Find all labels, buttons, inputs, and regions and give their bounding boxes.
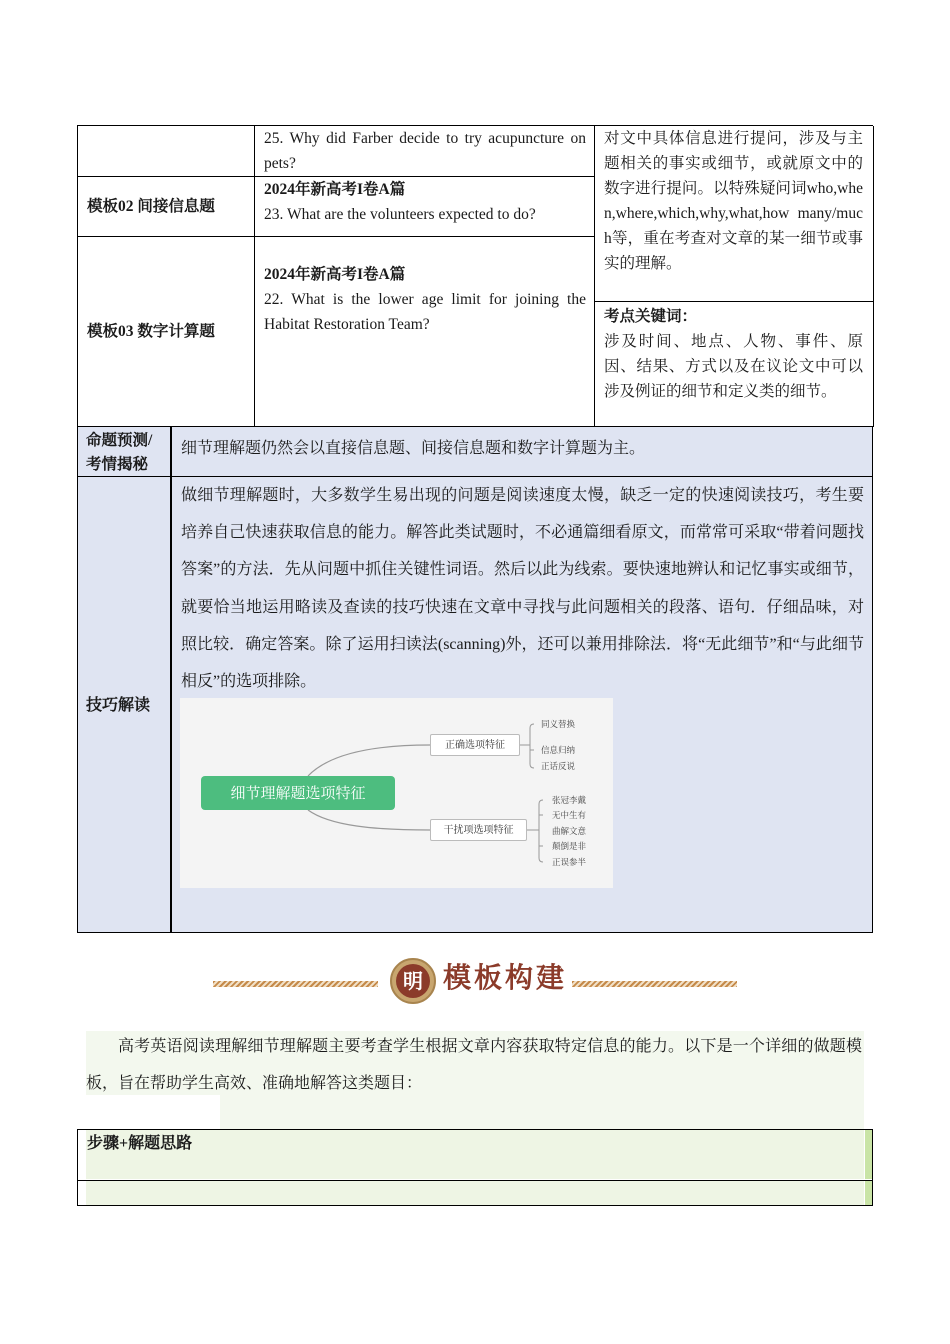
template02-source: 2024年新高考I卷A篇 [264,181,406,198]
mindmap-correct-leaf-1: 同义替换 [541,720,576,730]
mindmap-distractor-leaf-4: 颠倒是非 [552,842,587,852]
forecast-label-line1: 命题预测/ [86,432,153,449]
template02-example-cell [255,177,595,237]
question-description: 对文中具体信息进行提问，涉及与主题相关的事实或细节，或就原文中的数字进行提问。以特殊疑问词who,when,where,which,why,what,how many/much等，重在考查对文章的某一细节或事实的理解。 [604,130,863,272]
forecast-text-cell [172,427,872,477]
steps-body-edge [865,1181,872,1205]
template03-question: 22. What is the lower age limit for joining the Habitat Restoration Team? [264,291,586,333]
skills-label-cell [78,477,172,932]
mindmap-correct-leaf-3: 正话反说 [541,762,576,772]
template03-label: 模板03 数字计算题 [87,323,215,340]
forecast-text: 细节理解题仍然会以直接信息题、间接信息题和数字计算题为主。 [181,440,646,457]
banner-stripe-right [572,981,737,987]
skills-label: 技巧解读 [86,697,151,714]
template02-label-cell [78,177,255,237]
steps-header-fill [86,1130,864,1179]
row1-example-cell [255,126,595,177]
keywords-body: 涉及时间、地点、人物、事件、原因、结果、方式以及在议论文中可以涉及例证的细节和定义类的细节。 [604,333,863,400]
template03-example-cell [255,237,595,427]
forecast-label-line2: 考情揭秘 [86,456,149,473]
skills-text: 做细节理解题时，大多数学生易出现的问题是阅读速度太慢，缺乏一定的快速阅读技巧，考生要培养自己快速获取信息的能力。解答此类试题时，不必通篇细看原文，而常常可采取“带着问题找答案”的方法．先从问题中抓住关键性词语。然后以此为线索。要快速地辨认和记忆事实或细节，就要恰当地运用略读及查读的技巧快速在文章中寻找与此问题相关的段落、语句．仔细品味，对照比较．确定答案。除了运用扫读法(scanning)外，还可以兼用排除法．将“无此细节”和“与此细节相反”的选项排除。 [181,487,864,691]
mindmap-distractor-branch: 干扰项选项特征 [430,819,527,841]
keywords-title: 考点关键词： [604,308,698,325]
steps-table [77,1129,873,1206]
template02-question: 23. What are the volunteers expected to do? [264,206,536,223]
steps-header-edge [865,1130,872,1179]
banner-stripe-left [213,981,378,987]
mindmap-root-node: 细节理解题选项特征 [201,776,395,810]
template03-label-cell [78,237,255,427]
mindmap-correct-branch: 正确选项特征 [430,734,520,756]
steps-body-row [78,1181,872,1205]
mindmap-distractor-leaf-1: 张冠李戴 [552,796,587,806]
forecast-label-cell [78,427,172,477]
intro-paragraph: 高考英语阅读理解细节理解题主要考查学生根据文章内容获取特定信息的能力。以下是一个详细的做题模板，旨在帮助学生高效、准确地解答这类题目： [86,1038,862,1092]
banner-seal-char: 明 [403,969,423,993]
description-cell [595,126,874,302]
template02-label: 模板02 间接信息题 [87,198,215,215]
banner-title: 模板构建 [443,961,568,994]
detail-question-table [77,125,873,426]
mindmap-distractor-leaf-5: 正误参半 [552,858,587,868]
row1-label-cell [78,126,255,177]
steps-header-row [78,1130,872,1181]
template03-source: 2024年新高考I卷A篇 [264,266,406,283]
mindmap-distractor-leaf-2: 无中生有 [552,811,587,821]
mindmap-correct-leaf-2: 信息归纳 [541,746,576,756]
row1-question: 25. Why did Farber decide to try acupuncture on pets? [264,130,586,172]
steps-header: 步骤+解题思路 [87,1135,193,1152]
keywords-cell [595,302,874,427]
mindmap-distractor-leaf-3: 曲解文意 [552,827,587,837]
steps-body-fill [86,1181,864,1205]
option-features-mindmap [180,698,613,888]
banner-seal-icon [390,958,436,1004]
